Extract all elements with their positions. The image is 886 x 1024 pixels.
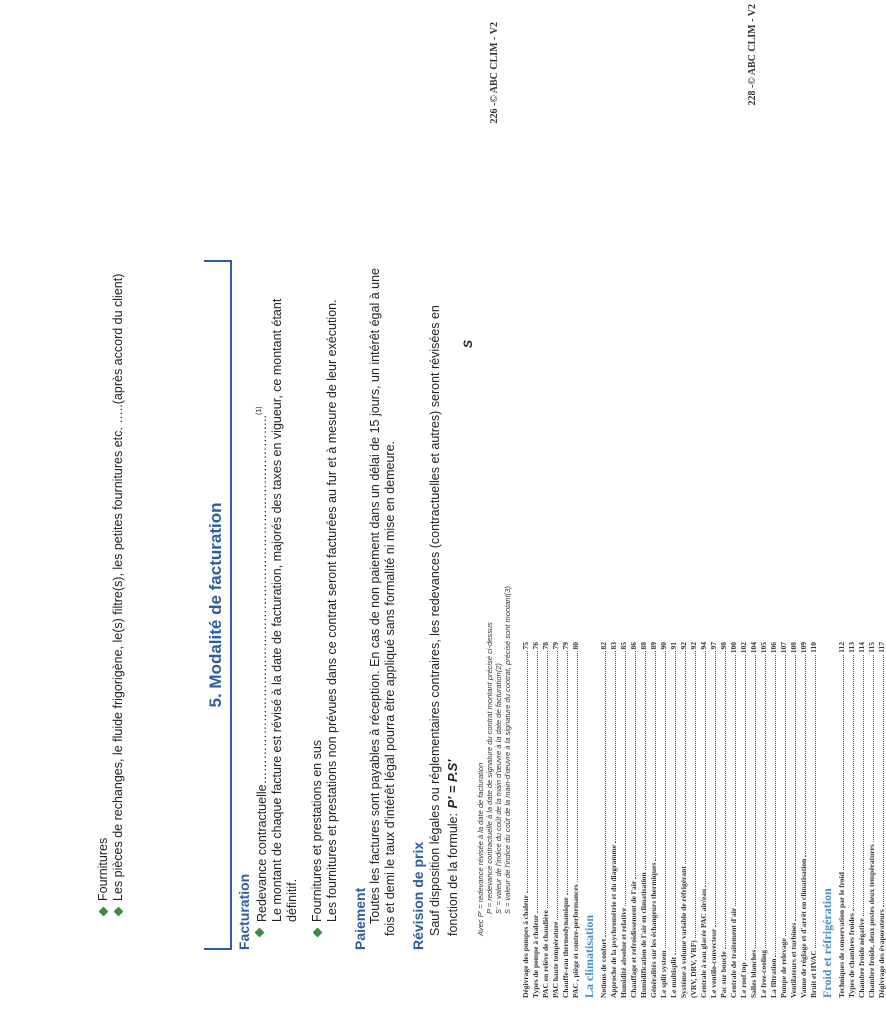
toc-entry-title: Le ventilo-convecteur [709, 928, 718, 998]
toc-leader-dots [745, 655, 746, 960]
toc-leader-dots [665, 652, 666, 949]
toc-leader-dots [547, 652, 548, 909]
toc-entry-page: 112 [837, 642, 846, 653]
toc-entry [608, 642, 618, 998]
toc-entry-page: 88 [639, 642, 648, 650]
revision-body [426, 260, 512, 936]
toc-leader-dots [537, 652, 538, 913]
toc-entry [748, 642, 758, 998]
modalite-section [204, 260, 512, 950]
toc-entry-title: Humidification de l'air en climatisation [639, 872, 648, 998]
toc-entry [678, 642, 688, 998]
list-item: Fournitures et prestations en sus Les fournitures et prestations non prévues dans ce contrat seront facturées au fur et à mesure de leur exécution. [310, 260, 340, 938]
toc-entry-title: Types de pompe à chaleur [531, 914, 540, 998]
toc-entry-page: 114 [857, 642, 866, 653]
toc-entry-title: Chambre froide négative [857, 918, 866, 998]
toc-entry-page: 85 [619, 642, 628, 650]
toc-leader-dots [725, 652, 726, 950]
formula-denominator: S [461, 340, 476, 349]
toc-entry [846, 642, 856, 998]
toc-entry [698, 642, 708, 998]
paiement-text: Toutes les factures sont payables à réception. En cas de non paiement dans un délai de 15 jours, un intérêt égal à une fois et demi le taux d'intérêt légal pourra être appliqué sans formalité ni mise en demeure. [368, 268, 398, 936]
toc-leader-dots [765, 655, 766, 948]
toc-entry [778, 642, 788, 998]
list-item: Redevance contractuelle……………………………………………………………………………..$^{(1)}$ Le montant de chaque facture est révisé à la date de facturation, majorés des taxes en vigueur, ce montant étant définitif. [252, 260, 300, 938]
toc-leader-dots [567, 652, 568, 896]
revision-text: Sauf disposition légales ou réglementaires contraires, les redevances (contractuelles et autres) seront révisées en fonction de la formule: [428, 305, 461, 936]
toc-leader-dots [645, 652, 646, 871]
toc-entry-page: 86 [629, 642, 638, 650]
toc-entry-title: Types de chambres froides [847, 913, 856, 998]
toc-entry [598, 642, 608, 998]
toc-leader-dots [557, 652, 558, 920]
toc-entry [876, 642, 886, 998]
toc-entry-page: 106 [769, 642, 778, 654]
diamond-bullet-icon [313, 928, 323, 938]
toc-entry-title: (VRV, DRV, VRF) [689, 940, 698, 998]
toc-entry-page: 107 [779, 642, 788, 654]
toc-entry-title: Ventilateurs et turbines [789, 922, 798, 998]
diamond-bullet-icon [114, 907, 124, 917]
toc-leader-dots [755, 655, 756, 948]
toc-entry [638, 642, 648, 998]
toc-leader-dots [655, 652, 656, 861]
toc-entry [550, 642, 560, 998]
intro-block [96, 257, 126, 917]
toc-entry-page: 90 [659, 642, 668, 650]
diamond-bullet-icon [99, 907, 109, 917]
right-page-toc [510, 4, 886, 1014]
toc-entry-page: 79 [551, 642, 560, 650]
toc-entry [856, 642, 866, 998]
revision-formula: P' = P.S' [445, 759, 461, 809]
toc-leader-dots [775, 655, 776, 956]
toc-entry [628, 642, 638, 998]
toc-section-heading: La climatisation [582, 915, 596, 998]
toc-leader-dots [785, 655, 786, 936]
toc-leader-dots [615, 652, 616, 843]
toc-leader-dots [863, 655, 864, 916]
list-item: Fournitures [96, 257, 111, 917]
toc-entry [540, 642, 550, 998]
toc-entry-title: Bruit et HVAC [809, 950, 818, 998]
toc-leader-dots [625, 652, 626, 906]
page-footer: 228 -© ABC CLIM - V2 [747, 4, 758, 106]
toc-entry-page: 76 [531, 642, 540, 650]
toc-leader-dots [883, 655, 884, 907]
toc-entry-title: Le roof top [739, 962, 748, 998]
toc-entry-title: Le multisplit [669, 956, 678, 998]
toc-leader-dots [635, 652, 636, 879]
toc-leader-dots [873, 655, 874, 842]
toc-entry-title: Salles blanches [749, 949, 758, 998]
intro-bullet-list [96, 257, 126, 917]
toc-entry-title: Vanne de réglage et d'arrêt en climatisation [799, 858, 808, 998]
toc-entry-page: 102 [739, 642, 748, 654]
toc-entry [618, 642, 628, 998]
toc-leader-dots [695, 652, 696, 939]
toc-entry-page: 110 [809, 642, 818, 653]
toc-entry-title: Système à volume variable de réfrigérant [679, 866, 688, 998]
toc-entry-title: Centrale à eau glacée PAC air/eau [699, 888, 708, 998]
toc-entry [570, 642, 580, 998]
toc-entry [758, 642, 768, 998]
toc-leader-dots [815, 655, 816, 948]
toc-list [520, 642, 886, 998]
facturation-heading: Facturation [236, 873, 252, 950]
toc-leader-dots [527, 652, 528, 894]
toc-entry-title: Le free-cooling [759, 950, 768, 998]
revision-notes: Avec P' = redevance révisée à la date de facturation P = redevance contractuelle à la date de signature du contrat montant précisé ci-dessus S' = valeur de l'indice du coût de la main d'œuvre à la date de facturation(2) S = valeur de l'indice du coût de la main-d'œuvre à la signature du contrat, précisé sont montant(3) [476, 586, 513, 936]
toc-leader-dots [577, 652, 578, 883]
toc-entry-page: 79 [561, 642, 570, 650]
toc-leader-dots [853, 655, 854, 911]
toc-entry-page: 82 [599, 642, 608, 650]
toc-entry [520, 642, 530, 998]
toc-leader-dots [795, 655, 796, 921]
toc-entry [658, 642, 668, 998]
toc-entry [768, 642, 778, 998]
toc-entry [788, 642, 798, 998]
list-item: Les pièces de rechanges, le fluide frigorigène, le(s) filtre(s), les petites fournitures etc. …..(après accord du client) [111, 257, 126, 917]
toc-leader-dots [675, 652, 676, 955]
toc-entry-title: Notions de confort [599, 938, 608, 998]
toc-entry [728, 642, 738, 998]
toc-entry-page: 75 [521, 642, 530, 650]
toc-entry-page: 83 [609, 642, 618, 650]
toc-entry-page: 97 [709, 642, 718, 650]
toc-entry [668, 642, 678, 998]
toc-entry-page: 80 [571, 642, 580, 650]
toc-entry-title: Centrale de traitement d'air [729, 907, 738, 998]
toc-leader-dots [605, 652, 606, 937]
paiement-heading: Paiement [352, 887, 369, 950]
toc-entry-page: 117 [877, 642, 886, 653]
toc-leader-dots [735, 655, 736, 906]
toc-entry-title: Techniques de conservation par le froid [837, 872, 846, 998]
toc-entry-page: 108 [789, 642, 798, 654]
toc-leader-dots [705, 652, 706, 887]
toc-entry [560, 642, 570, 998]
toc-entry-page: 104 [749, 642, 758, 654]
toc-entry-title: PAC , piège et contre-performances [571, 884, 580, 998]
toc-entry [648, 642, 658, 998]
toc-entry-page: 78 [541, 642, 550, 650]
facturation-list [252, 260, 340, 938]
toc-section-heading: Froid et réfrigération [820, 888, 834, 998]
revision-heading: Révision de prix [410, 841, 427, 950]
toc-entry [798, 642, 808, 998]
toc-entry-title: Pompe de relevage [779, 938, 788, 998]
toc-entry [530, 642, 540, 998]
toc-leader-dots [805, 655, 806, 856]
toc-entry-title: Dégivrage des évaporateurs [877, 909, 886, 998]
toc-entry [836, 642, 846, 998]
toc-entry-title: Pac sur boucle [719, 951, 728, 998]
toc-entry-title: Chambre froide, deux postes deux températures [867, 844, 876, 998]
toc-entry-page: 89 [649, 642, 658, 650]
toc-entry-title: PAC haute température [551, 921, 560, 998]
toc-entry-page: 115 [867, 642, 876, 653]
toc-entry-page: 91 [669, 642, 678, 650]
toc-entry-page: 94 [699, 642, 708, 650]
toc-entry-page: 109 [799, 642, 808, 654]
toc-entry-page: 92 [679, 642, 688, 650]
left-page [0, 12, 513, 1012]
toc-entry-title: La filtration [769, 958, 778, 998]
toc-entry [688, 642, 698, 998]
toc-entry [866, 642, 876, 998]
toc-leader-dots [685, 652, 686, 865]
section-title: 5. Modalité de facturation [204, 260, 232, 950]
toc-entry-title: Généralités sur les échangeurs thermiques [649, 862, 658, 998]
toc-entry-title: Chauffage et refroidissement de l'air [629, 880, 638, 998]
toc-entry-page: 98 [719, 642, 728, 650]
toc-entry [708, 642, 718, 998]
toc-leader-dots [715, 652, 716, 927]
toc-entry-title: PAC en relève de chaudière [541, 910, 550, 998]
toc-entry [738, 642, 748, 998]
toc-entry-page: 100 [729, 642, 738, 654]
diamond-bullet-icon [255, 928, 265, 938]
toc-entry-title: Dégivrage des pompes à chaleur [521, 895, 530, 998]
toc-entry-title: Chauffe-eau thermodynamique [561, 897, 570, 998]
page-footer: 226 -© ABC CLIM - V2 [489, 22, 500, 124]
toc-entry-page: 105 [759, 642, 768, 654]
toc-leader-dots [843, 655, 844, 870]
toc-entry-title: Approche de la psychrométrie et du diagramme [609, 844, 618, 998]
toc-entry-page: 113 [847, 642, 856, 653]
toc-entry-title: Humidité absolue et relative [619, 907, 628, 998]
toc-entry [808, 642, 818, 998]
toc-entry-page: 92 [689, 642, 698, 650]
toc-entry-title: Le split system [659, 950, 668, 998]
toc-entry [718, 642, 728, 998]
